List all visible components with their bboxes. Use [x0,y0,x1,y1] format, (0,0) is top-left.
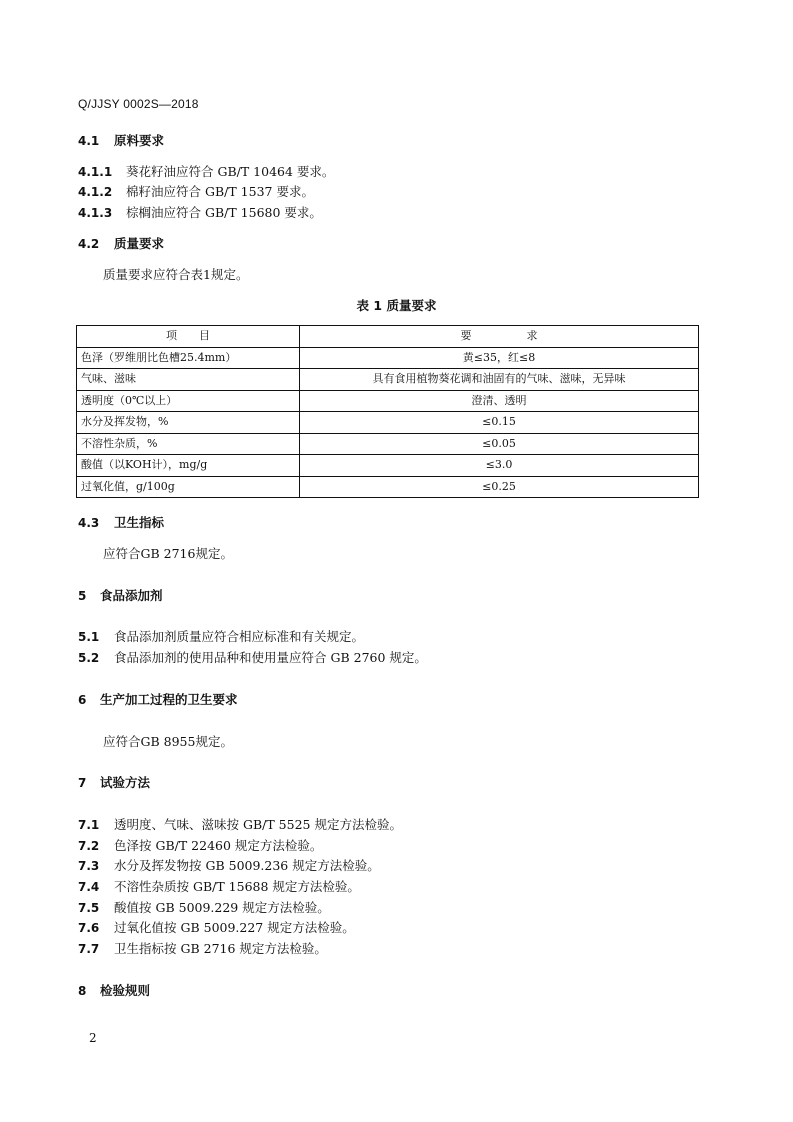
table-header-row [77,326,699,348]
table-row [77,390,699,412]
item-text: 水分及挥发物按 GB 5009.236 规定方法检验。 [114,858,380,873]
table-header-cell: 项 目 [77,326,300,348]
item-number: 4.1.2 [78,185,113,199]
table-row [77,433,699,455]
list-item [78,939,327,957]
section-title: 原料要求 [114,133,165,148]
list-item [78,182,314,200]
list-item [78,877,360,895]
list-item [78,856,380,874]
section-6-heading [78,690,238,708]
section-title: 卫生指标 [114,515,165,530]
section-4-3-heading [78,513,164,531]
section-title: 质量要求 [114,236,165,251]
table-cell: 气味、滋味 [77,369,300,391]
section-4-2-heading [78,234,164,252]
list-item [78,815,402,833]
section-title: 试验方法 [100,775,151,790]
item-number: 7.1 [78,818,100,832]
table-cell: 水分及挥发物，% [77,412,300,434]
item-number: 7.5 [78,901,100,915]
section-number: 4.2 [78,237,100,251]
table-cell: ≤3.0 [300,455,699,477]
section-7-heading [78,773,150,791]
item-number: 7.6 [78,921,100,935]
table-cell: 色泽（罗维朋比色槽25.4mm） [77,347,300,369]
item-number: 7.4 [78,880,100,894]
item-text: 卫生指标按 GB 2716 规定方法检验。 [114,941,327,956]
item-text: 过氧化值按 GB 5009.227 规定方法检验。 [114,920,355,935]
section-8-heading [78,981,150,999]
item-text: 食品添加剂质量应符合相应标准和有关规定。 [114,629,365,644]
table-cell: 酸值（以KOH计），mg/g [77,455,300,477]
table-row [77,412,699,434]
item-text: 酸值按 GB 5009.229 规定方法检验。 [114,900,330,915]
paragraph: 应符合GB 2716规定。 [103,546,233,561]
table-cell: ≤0.25 [300,476,699,498]
list-item [78,648,427,666]
list-item [78,627,364,645]
table-cell: ≤0.05 [300,433,699,455]
item-number: 7.7 [78,942,100,956]
item-text: 葵花籽油应符合 GB/T 10464 要求。 [126,164,335,179]
section-number: 7 [78,776,87,790]
item-number: 4.1.3 [78,206,113,220]
paragraph: 应符合GB 8955规定。 [103,734,233,749]
item-text: 棉籽油应符合 GB/T 1537 要求。 [126,184,314,199]
item-text: 食品添加剂的使用品种和使用量应符合 GB 2760 规定。 [114,650,427,665]
section-number: 6 [78,693,87,707]
table-row [77,476,699,498]
section-number: 4.3 [78,516,100,530]
document-code: Q/JJSY 0002S—2018 [78,97,199,111]
item-text: 棕榈油应符合 GB/T 15680 要求。 [126,205,322,220]
quality-table [76,325,699,498]
list-item [78,836,322,854]
table-row [77,347,699,369]
list-item [78,898,330,916]
section-5-heading [78,586,163,604]
list-item [78,203,322,221]
table-row [77,455,699,477]
paragraph: 质量要求应符合表1规定。 [103,267,249,282]
table-cell: 透明度（0℃以上） [77,390,300,412]
list-item [78,918,355,936]
section-number: 4.1 [78,134,100,148]
table-header-cell: 要 求 [300,326,699,348]
item-text: 色泽按 GB/T 22460 规定方法检验。 [114,838,323,853]
table-row [77,369,699,391]
table-title: 表 1 质量要求 [356,298,437,313]
table-cell: 具有食用植物葵花调和油固有的气味、滋味，无异味 [300,369,699,391]
table-cell: ≤0.15 [300,412,699,434]
table-cell: 过氧化值，g/100g [77,476,300,498]
item-number: 5.1 [78,630,100,644]
section-number: 5 [78,589,87,603]
section-title: 生产加工过程的卫生要求 [100,692,238,707]
item-text: 透明度、气味、滋味按 GB/T 5525 规定方法检验。 [114,817,402,832]
item-number: 4.1.1 [78,165,113,179]
section-number: 8 [78,984,87,998]
item-number: 7.3 [78,859,100,873]
item-number: 5.2 [78,651,100,665]
section-title: 检验规则 [100,983,151,998]
item-text: 不溶性杂质按 GB/T 15688 规定方法检验。 [114,879,360,894]
section-4-1-heading [78,131,164,149]
list-item [78,162,334,180]
table-cell: 黄≤35，红≤8 [300,347,699,369]
page-number: 2 [89,1031,97,1045]
section-title: 食品添加剂 [100,588,163,603]
table-cell: 澄清、透明 [300,390,699,412]
item-number: 7.2 [78,839,100,853]
table-cell: 不溶性杂质，% [77,433,300,455]
